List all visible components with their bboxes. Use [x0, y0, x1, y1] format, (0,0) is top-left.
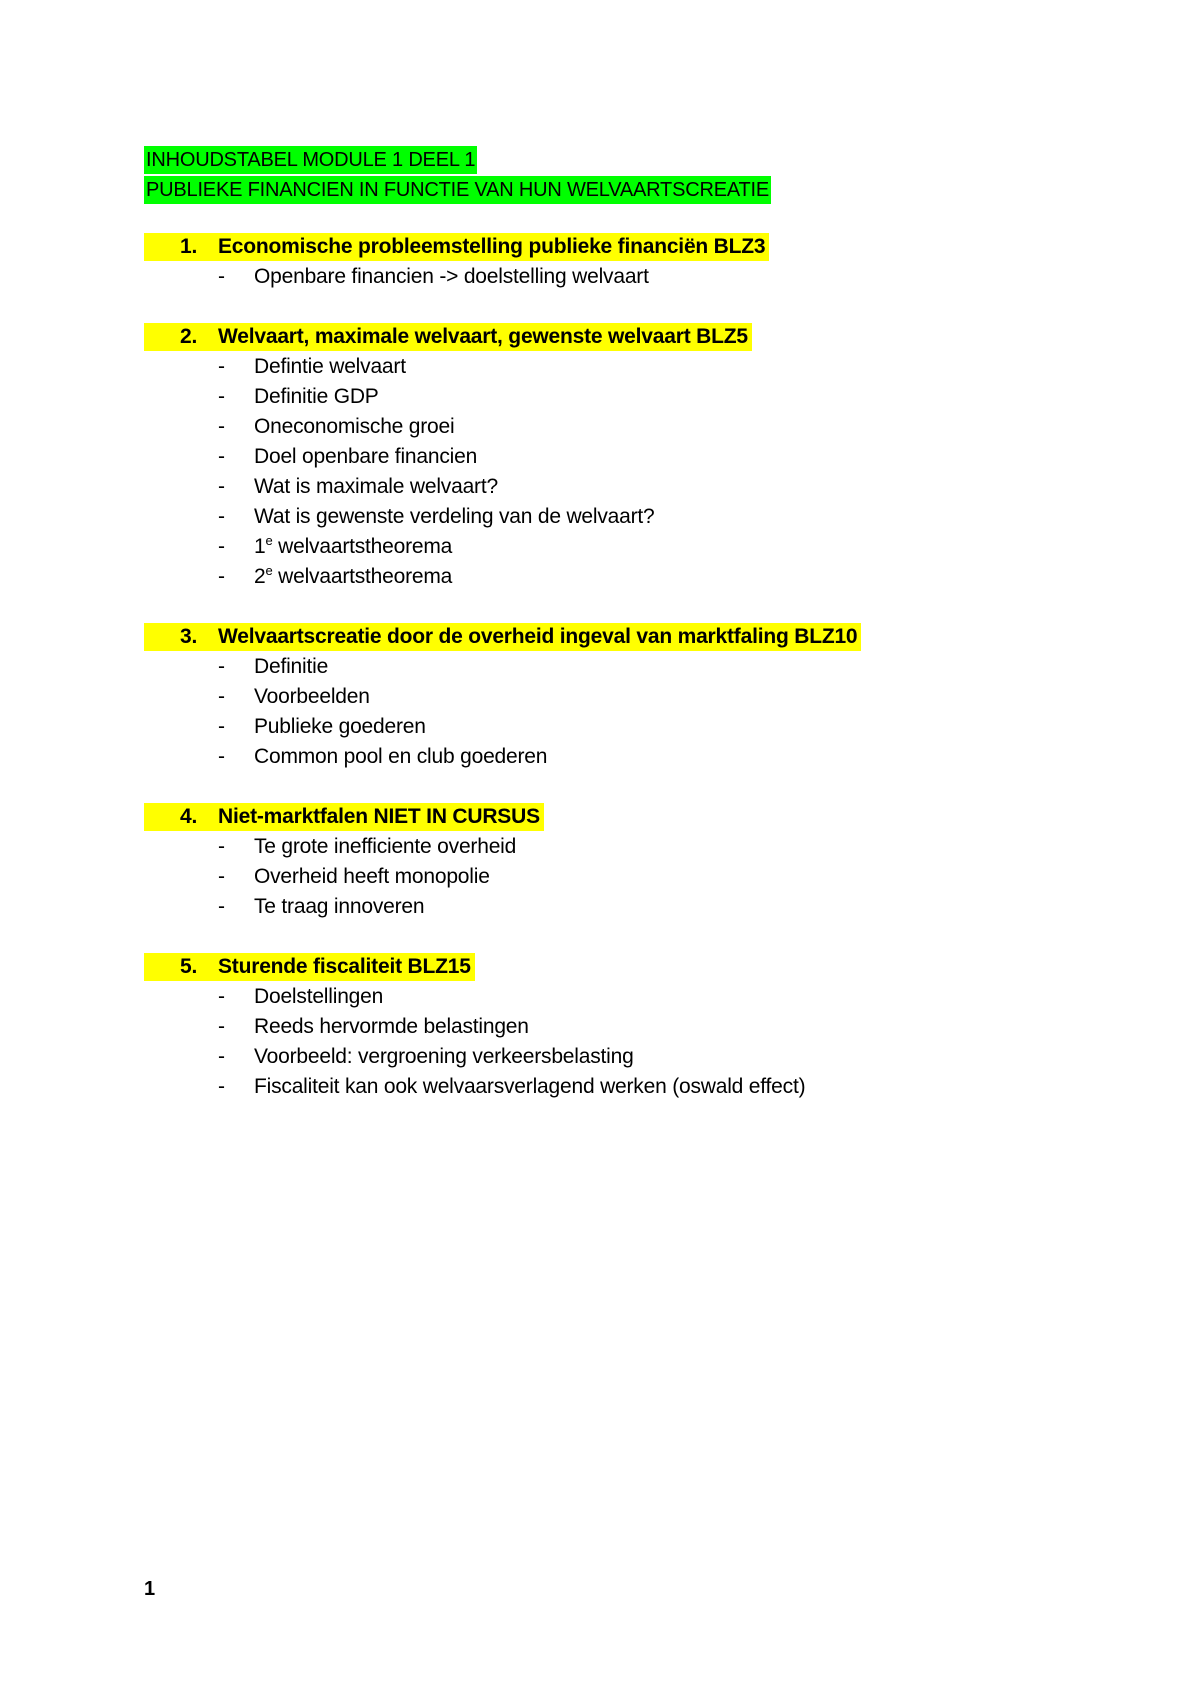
list-item: - Oneconomische groei [218, 415, 455, 438]
title-line-1: INHOUDSTABEL MODULE 1 DEEL 1 [144, 146, 477, 174]
title-line-2: PUBLIEKE FINANCIEN IN FUNCTIE VAN HUN WELVAARTSCREATIE [144, 176, 771, 204]
list-item: - Openbare financien -> doelstelling welvaart [144, 262, 1144, 292]
section-title: Welvaartscreatie door de overheid ingeval van marktfaling BLZ10 [218, 625, 858, 648]
section-number: 1. [180, 235, 198, 258]
title-block [144, 146, 771, 206]
toc-section-4 [144, 802, 1144, 922]
list-item: - Definitie GDP [218, 385, 379, 408]
section-number: 4. [180, 805, 198, 828]
section-number: 5. [180, 955, 198, 978]
section-heading [144, 953, 475, 981]
section-title: Economische probleemstelling publieke financiën BLZ3 [218, 235, 766, 258]
toc-section-3 [144, 622, 1144, 772]
list-item: - Common pool en club goederen [218, 745, 548, 768]
list-item: - Publieke goederen [218, 715, 426, 738]
toc-section-2 [144, 322, 1144, 592]
section-heading [144, 803, 544, 831]
bullet-dash: - [218, 265, 225, 288]
list-item: - Doelstellingen [218, 985, 384, 1008]
section-heading [144, 623, 861, 651]
section-number: 2. [180, 325, 198, 348]
list-item: - Definitie [218, 655, 329, 678]
list-item-theorem-1: - 1e welvaartstheorema [218, 533, 453, 558]
list-item: - Overheid heeft monopolie [218, 865, 490, 888]
table-of-contents [144, 232, 1144, 1132]
list-item: - Reeds hervormde belastingen [218, 1015, 529, 1038]
section-number: 3. [180, 625, 198, 648]
list-item: - Voorbeelden [218, 685, 370, 708]
list-item: - Fiscaliteit kan ook welvaarsverlagend werken (oswald effect) [218, 1075, 806, 1098]
list-item: - Wat is maximale welvaart? [218, 475, 498, 498]
toc-section-1 [144, 232, 1144, 292]
section-heading [144, 233, 769, 261]
list-item: - Te traag innoveren [218, 895, 425, 918]
list-item: - Wat is gewenste verdeling van de welvaart? [218, 505, 655, 528]
list-item: - Te grote inefficiente overheid [218, 835, 517, 858]
list-item: - Doel openbare financien [218, 445, 478, 468]
page-number: 1 [144, 1578, 156, 1600]
list-item: - Defintie welvaart [218, 355, 406, 378]
section-heading [144, 323, 752, 351]
section-title: Niet-marktfalen NIET IN CURSUS [218, 805, 540, 828]
list-item-theorem-2: - 2e welvaartstheorema [218, 563, 453, 588]
section-title: Sturende fiscaliteit BLZ15 [218, 955, 471, 978]
section-title: Welvaart, maximale welvaart, gewenste welvaart BLZ5 [218, 325, 748, 348]
list-item: - Voorbeeld: vergroening verkeersbelasting [218, 1045, 634, 1068]
toc-section-5 [144, 952, 1144, 1102]
